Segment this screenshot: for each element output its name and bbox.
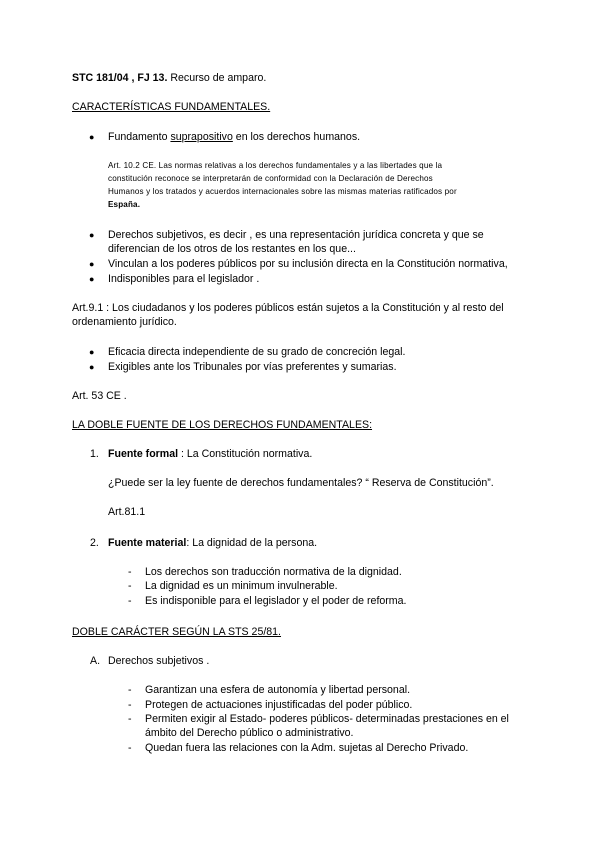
dash-icon: - — [128, 580, 132, 592]
dash-icon: - — [128, 566, 132, 578]
list-number-1: 1. — [90, 448, 99, 460]
item-derechos-subjetivos: Derechos subjetivos . — [108, 655, 210, 667]
bullet-fundamento — [108, 131, 360, 144]
art91-line2: ordenamiento jurídico. — [72, 316, 177, 328]
item-fuente-material — [108, 537, 317, 550]
art811: Art.81.1 — [108, 506, 146, 518]
item-fuente-formal-bold: Fuente formal — [108, 448, 179, 460]
list-number-2: 2. — [90, 537, 99, 549]
dash-permiten-line2: ámbito del Derecho público o administrativo. — [145, 727, 354, 739]
dash-protegen: Protegen de actuaciones injustificadas del poder público. — [145, 699, 413, 711]
case-reference-text: Recurso de amparo. — [167, 72, 267, 84]
bullet-derechos-subjetivos-line1: Derechos subjetivos, es decir , es una representación jurídica concreta y que se — [108, 229, 484, 241]
art53: Art. 53 CE . — [72, 390, 127, 402]
bullet-eficacia: Eficacia directa independiente de su grado de concreción legal. — [108, 346, 406, 358]
dash-indisponible: Es indisponible para el legislador y el poder de reforma. — [145, 595, 407, 607]
bullet-exigibles: Exigibles ante los Tribunales por vías preferentes y sumarias. — [108, 361, 397, 373]
bullet-indisponibles: Indisponibles para el legislador . — [108, 273, 260, 285]
item-fuente-formal-text: : La Constitución normativa. — [178, 448, 313, 460]
dash-icon: - — [128, 684, 132, 696]
dash-icon: - — [128, 713, 132, 725]
quote-line-2: constitución reconoce se interpretarán de conformidad con la Declaración de Derechos — [108, 174, 433, 183]
bullet-fundamento-post: en los derechos humanos. — [232, 131, 361, 143]
bullet-fundamento-underlined: suprapositivo — [170, 131, 233, 143]
item-fuente-material-bold: Fuente material — [108, 537, 187, 549]
art91-line1: Art.9.1 : Los ciudadanos y los poderes públicos están sujetos a la Constitución y al resto del — [72, 302, 504, 314]
bullet-icon: ● — [89, 347, 95, 357]
bullet-fundamento-pre: Fundamento — [108, 131, 171, 143]
item-fuente-formal — [108, 448, 312, 461]
case-reference-bold: STC 181/04 , FJ 13. — [72, 72, 168, 84]
quote-line-4: España. — [108, 200, 141, 209]
dash-permiten-line1: Permiten exigir al Estado- poderes públicos- determinadas prestaciones en el — [145, 713, 509, 725]
list-letter-a: A. — [90, 655, 101, 667]
dash-icon: - — [128, 742, 132, 754]
item-fuente-material-text: : La dignidad de la persona. — [186, 537, 318, 549]
section-title-doble-caracter: DOBLE CARÁCTER SEGÚN LA STS 25/81. — [72, 626, 282, 638]
quote-line-3: Humanos y los tratados y acuerdos internacionales sobre las mismas materias ratificados por — [108, 187, 457, 196]
bullet-icon: ● — [89, 274, 95, 284]
dash-traduccion: Los derechos son traducción normativa de la dignidad. — [145, 566, 402, 578]
bullet-icon: ● — [89, 230, 95, 240]
dash-icon: - — [128, 699, 132, 711]
dash-garantizan: Garantizan una esfera de autonomía y libertad personal. — [145, 684, 411, 696]
bullet-icon: ● — [89, 132, 95, 142]
dash-icon: - — [128, 595, 132, 607]
bullet-icon: ● — [89, 362, 95, 372]
quote-line-1: Art. 10.2 CE. Las normas relativas a los derechos fundamentales y a las libertades que la — [108, 161, 443, 170]
section-title-caracteristicas: CARACTERÍSTICAS FUNDAMENTALES. — [72, 101, 271, 113]
dash-minimum: La dignidad es un minimum invulnerable. — [145, 580, 338, 592]
dash-quedan-fuera: Quedan fuera las relaciones con la Adm. sujetas al Derecho Privado. — [145, 742, 469, 754]
question-reserva: ¿Puede ser la ley fuente de derechos fundamentales? “ Reserva de Constitución”. — [108, 477, 494, 489]
bullet-icon: ● — [89, 259, 95, 269]
case-reference — [72, 72, 266, 85]
bullet-derechos-subjetivos-line2: diferencian de los otros de los restantes en los que... — [108, 243, 356, 255]
section-title-doble-fuente: LA DOBLE FUENTE DE LOS DERECHOS FUNDAMENTALES: — [72, 419, 373, 431]
bullet-vinculan: Vinculan a los poderes públicos por su inclusión directa en la Constitución normativa, — [108, 258, 508, 270]
